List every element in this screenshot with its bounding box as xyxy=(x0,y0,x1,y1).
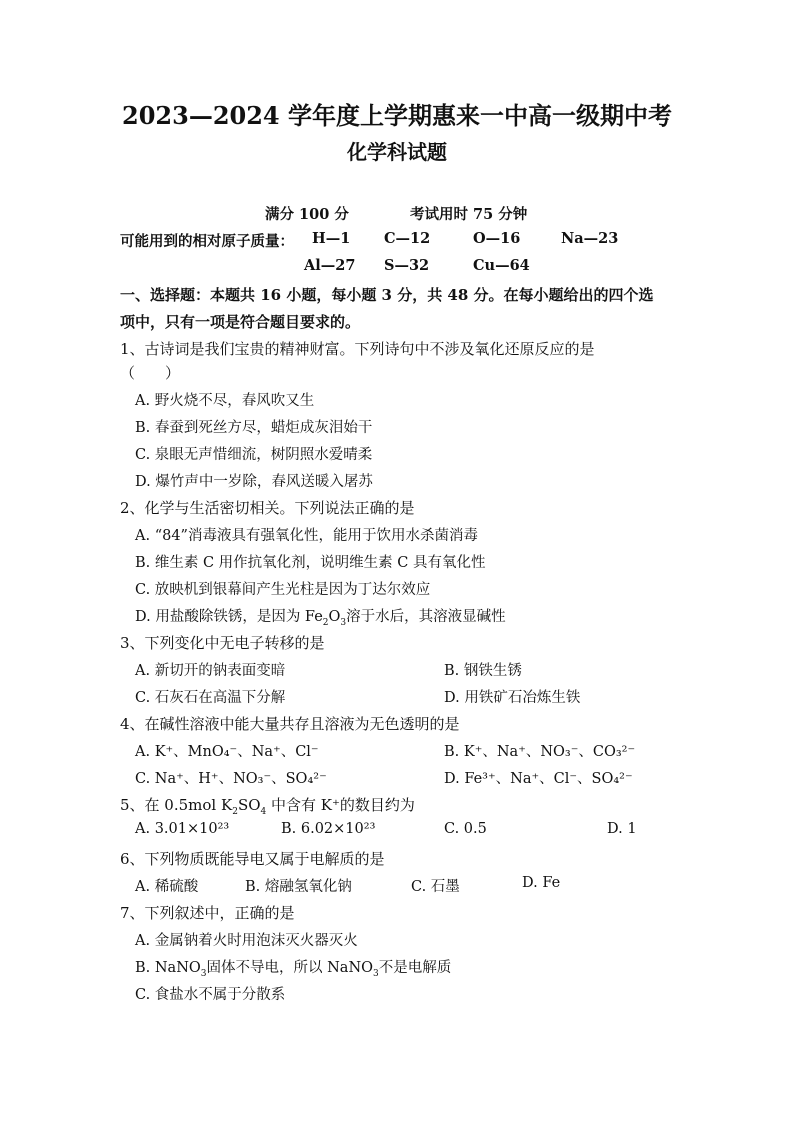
atomic-mass-al: Al—27 xyxy=(304,257,356,274)
q4-option-a: A. K⁺、MnO₄⁻、Na⁺、Cl⁻ xyxy=(135,744,319,760)
q5-stem xyxy=(120,794,415,815)
atomic-mass-h: H—1 xyxy=(312,230,351,247)
q1-option-d: D. 爆竹声中一岁除，春风送暖入屠苏 xyxy=(135,474,373,490)
q4-option-b: B. K⁺、Na⁺、NO₃⁻、CO₃²⁻ xyxy=(444,744,636,760)
q6-option-c: C. 石墨 xyxy=(411,879,460,895)
page-title: 2023—2024 学年度上学期惠来一中高一级期中考 xyxy=(122,101,672,130)
q3-option-c: C. 石灰石在高温下分解 xyxy=(135,690,286,706)
atomic-mass-c: C—12 xyxy=(384,230,431,247)
q7-option-b-mid: 固体不导电，所以 NaNO xyxy=(206,960,374,976)
q2-option-d-text-pre: D. 用盐酸除铁锈，是因为 Fe xyxy=(135,609,323,625)
q7-option-b-sub1: 3 xyxy=(200,968,207,979)
q5-stem-post: 中含有 K⁺的数目约为 xyxy=(266,796,415,814)
atomic-mass-label: 可能用到的相对原子质量： xyxy=(120,233,294,250)
q7-option-b xyxy=(135,956,451,977)
q5-option-c: C. 0.5 xyxy=(444,821,487,837)
q1-option-b: B. 春蚕到死丝方尽，蜡炬成灰泪始干 xyxy=(135,420,373,436)
atomic-mass-na: Na—23 xyxy=(561,230,619,247)
q2-option-a: A. “84”消毒液具有强氧化性，能用于饮用水杀菌消毒 xyxy=(135,528,478,544)
q3-stem: 3、下列变化中无电子转移的是 xyxy=(120,634,325,652)
q2-option-d-text-mid: O xyxy=(328,609,341,625)
q7-stem: 7、下列叙述中，正确的是 xyxy=(120,904,295,922)
q1-option-a: A. 野火烧不尽，春风吹又生 xyxy=(135,393,315,409)
q5-option-a: A. 3.01×10²³ xyxy=(135,821,230,837)
q3-option-d: D. 用铁矿石冶炼生铁 xyxy=(444,690,581,706)
q1-answer-paren: （ ） xyxy=(120,364,181,382)
q6-option-d: D. Fe xyxy=(522,875,561,891)
section-heading-line2: 项中，只有一项是符合题目要求的。 xyxy=(120,313,361,331)
q5-stem-mid: SO xyxy=(237,796,261,814)
q6-option-b: B. 熔融氢氧化钠 xyxy=(245,879,352,895)
atomic-mass-cu: Cu—64 xyxy=(473,257,530,274)
q4-option-d: D. Fe³⁺、Na⁺、Cl⁻、SO₄²⁻ xyxy=(444,771,633,787)
page-subtitle: 化学科试题 xyxy=(347,140,447,164)
q7-option-b-pre: B. NaNO xyxy=(135,960,201,976)
q6-option-a: A. 稀硫酸 xyxy=(135,879,199,895)
atomic-mass-o: O—16 xyxy=(473,230,521,247)
q2-option-d-text-post: 溶于水后，其溶液显碱性 xyxy=(346,609,506,625)
full-score: 满分 100 分 xyxy=(265,206,349,223)
section-heading-line1: 一、选择题：本题共 16 小题，每小题 3 分，共 48 分。在每小题给出的四个选 xyxy=(120,286,654,304)
q4-stem: 4、在碱性溶液中能大量共存且溶液为无色透明的是 xyxy=(120,715,460,733)
q7-option-a: A. 金属钠着火时用泡沫灭火器灭火 xyxy=(135,933,358,949)
q5-stem-sub2: 4 xyxy=(260,807,267,817)
q5-stem-pre: 5、在 0.5mol K xyxy=(120,796,233,814)
q2-stem: 2、化学与生活密切相关。下列说法正确的是 xyxy=(120,499,415,517)
q2-option-c: C. 放映机到银幕间产生光柱是因为丁达尔效应 xyxy=(135,582,431,598)
q7-option-b-sub2: 3 xyxy=(373,968,379,979)
q4-option-c: C. Na⁺、H⁺、NO₃⁻、SO₄²⁻ xyxy=(135,771,327,787)
q7-option-b-post: 不是电解质 xyxy=(378,960,452,976)
q6-stem: 6、下列物质既能导电又属于电解质的是 xyxy=(120,850,385,868)
q1-stem: 1、古诗词是我们宝贵的精神财富。下列诗句中不涉及氧化还原反应的是 xyxy=(120,340,595,358)
exam-time: 考试用时 75 分钟 xyxy=(410,206,528,223)
q5-option-d: D. 1 xyxy=(607,821,637,837)
q7-option-c: C. 食盐水不属于分散系 xyxy=(135,987,286,1003)
q1-option-c: C. 泉眼无声惜细流，树阴照水爱晴柔 xyxy=(135,447,373,463)
q5-stem-sub1: 2 xyxy=(232,807,238,817)
q2-option-d xyxy=(135,605,506,626)
atomic-mass-s: S—32 xyxy=(384,257,430,274)
q3-option-b: B. 钢铁生锈 xyxy=(444,663,522,679)
q3-option-a: A. 新切开的钠表面变暗 xyxy=(135,663,286,679)
q5-option-b: B. 6.02×10²³ xyxy=(281,821,376,837)
q2-option-d-sub1: 2 xyxy=(322,617,329,628)
q2-option-b: B. 维生素 C 用作抗氧化剂，说明维生素 C 具有氧化性 xyxy=(135,555,486,571)
q2-option-d-sub2: 3 xyxy=(340,617,347,628)
